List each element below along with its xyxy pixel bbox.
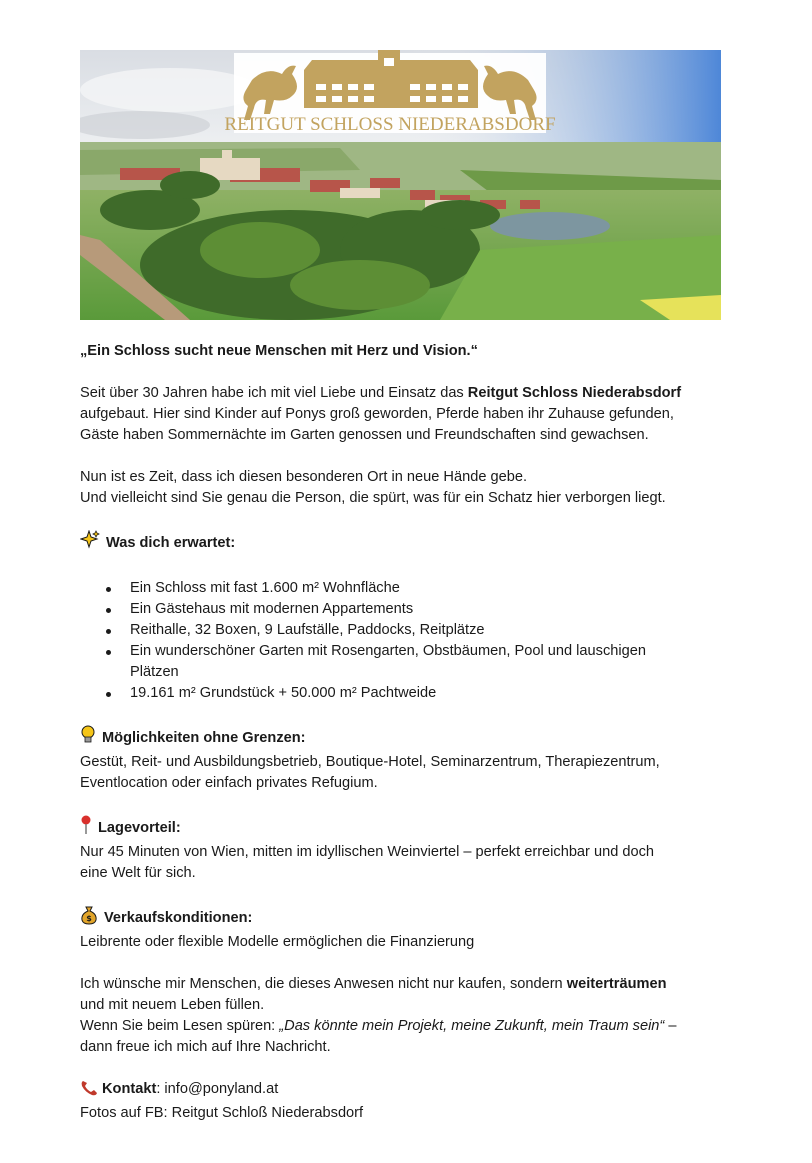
- phone-icon: [80, 1080, 98, 1103]
- closing-line-4: dann freue ich mich auf Ihre Nachricht.: [80, 1039, 331, 1055]
- expect-heading: Was dich erwartet:: [80, 530, 740, 557]
- possibilities-line-1: Gestüt, Reit- und Ausbildungsbetrieb, Boutique-Hotel, Seminarzentrum, Therapiezentrum,: [80, 754, 660, 770]
- closing-line-1: Ich wünsche mir Menschen, die dieses Anwesen nicht nur kaufen, sondern weiterträumen: [80, 976, 667, 992]
- features-list: [80, 578, 740, 704]
- handover-line-2: Und vielleicht sind Sie genau die Person, die spürt, was für ein Schatz hier verborgen liegt.: [80, 490, 666, 506]
- headline: „Ein Schloss sucht neue Menschen mit Herz und Vision.“: [80, 343, 478, 359]
- logo-text: REITGUT SCHLOSS NIEDERABSDORF: [224, 114, 556, 135]
- list-item: Reithalle, 32 Boxen, 9 Laufställe, Paddocks, Reitplätze: [130, 620, 740, 641]
- flyer-body: [80, 341, 740, 1124]
- money-bag-icon: [80, 905, 98, 932]
- pin-icon: [80, 815, 92, 842]
- estate-name: Reitgut Schloss Niederabsdorf: [467, 385, 682, 401]
- lightbulb-icon: [80, 725, 96, 752]
- handover-line-1: Nun ist es Zeit, dass ich diesen besonderen Ort in neue Hände gebe.: [80, 469, 528, 485]
- list-item: Ein Gästehaus mit modernen Appartements: [130, 599, 740, 620]
- intro-line-1: Seit über 30 Jahren habe ich mit viel Liebe und Einsatz das Reitgut Schloss Niederabsdorf: [80, 385, 682, 401]
- list-item: Ein Schloss mit fast 1.600 m² Wohnfläche: [130, 578, 740, 599]
- list-item: 19.161 m² Grundstück + 50.000 m² Pachtweide: [130, 683, 740, 704]
- contact-line: [80, 1079, 740, 1103]
- closing-line-3: Wenn Sie beim Lesen spüren: „Das könnte mein Projekt, meine Zukunft, mein Traum sein“ –: [80, 1018, 677, 1034]
- terms-line-1: Leibrente oder flexible Modelle ermöglichen die Finanzierung: [80, 934, 475, 950]
- dream-quote: „Das könnte mein Projekt, meine Zukunft, mein Traum sein“: [279, 1018, 665, 1034]
- terms-heading: $ Verkaufskonditionen:: [80, 905, 740, 932]
- intro-line-3: Gäste haben Sommernächte im Garten genossen und Freundschaften sind gewachsen.: [80, 427, 649, 443]
- contact-label: Kontakt: [102, 1081, 157, 1097]
- closing-line-2: und mit neuem Leben füllen.: [80, 997, 265, 1013]
- list-item: Ein wunderschöner Garten mit Rosengarten, Obstbäumen, Pool und lauschigen Plätzen: [130, 641, 740, 683]
- possibilities-line-2: Eventlocation oder einfach privates Refugium.: [80, 775, 378, 791]
- svg-text:$: $: [86, 914, 92, 923]
- sparkles-icon: [80, 530, 100, 557]
- contact-email: : info@ponyland.at: [156, 1081, 279, 1097]
- photos-line: Fotos auf FB: Reitgut Schloß Niederabsdorf: [80, 1105, 364, 1121]
- hero-image: [80, 50, 721, 320]
- intro-line-2: aufgebaut. Hier sind Kinder auf Ponys groß geworden, Pferde haben ihr Zuhause gefunden,: [80, 406, 674, 422]
- location-line-1: Nur 45 Minuten von Wien, mitten im idyllischen Weinviertel – perfekt erreichbar und doch: [80, 844, 655, 860]
- location-heading: Lagevorteil:: [80, 815, 740, 842]
- possibilities-heading: Möglichkeiten ohne Grenzen:: [80, 725, 740, 752]
- location-line-2: eine Welt für sich.: [80, 865, 196, 881]
